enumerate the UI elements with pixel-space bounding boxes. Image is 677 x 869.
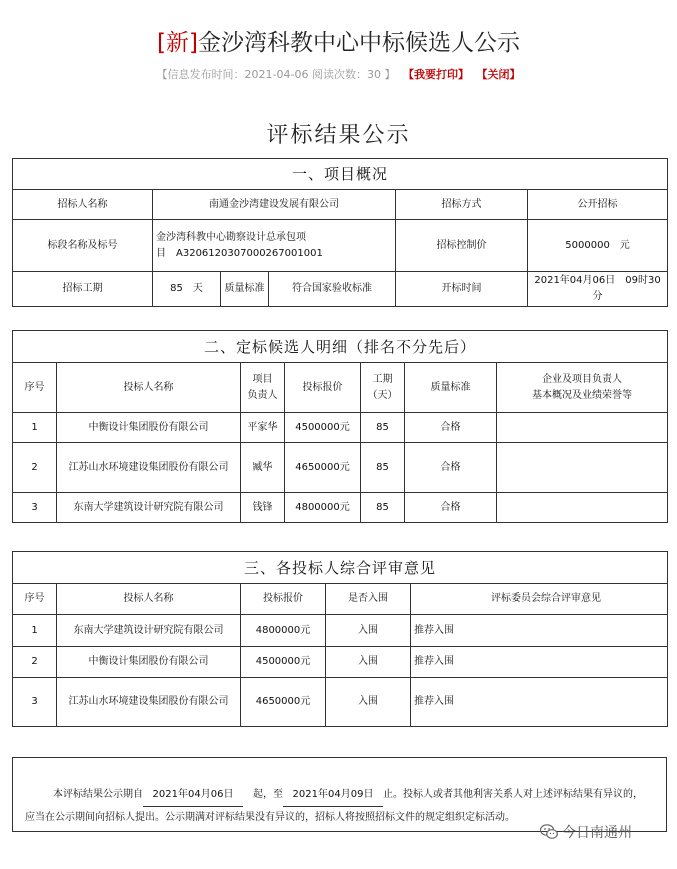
col-manager-l1: 项目 [252, 373, 273, 385]
table-row [13, 413, 668, 443]
notice-start-date: 2021年04月06日 [143, 784, 243, 807]
row-profile [497, 413, 668, 443]
review-opinions-table [12, 551, 668, 727]
row-quality: 合格 [405, 413, 497, 443]
section-name-value [153, 220, 396, 272]
row-no: 1 [13, 615, 57, 647]
col-price: 投标报价 [241, 584, 326, 615]
publicity-notice [12, 757, 667, 832]
col-profile-l2: 基本概况及业绩荣誉等 [532, 389, 632, 401]
row-manager: 钱锋 [241, 493, 285, 523]
quality-label: 质量标准 [221, 272, 269, 307]
col-quality: 质量标准 [405, 363, 497, 413]
wechat-icon [540, 824, 558, 840]
row-bidder: 中衡设计集团股份有限公司 [57, 413, 241, 443]
notice-line1 [25, 784, 660, 807]
candidates-table [12, 330, 668, 523]
row-shortlisted: 入围 [326, 678, 411, 727]
watermark-text: 今日南通州 [562, 825, 632, 841]
headline-text: 金沙湾科教中心中标候选人公示 [197, 30, 520, 56]
col-opinion: 评标委员会综合评审意见 [411, 584, 668, 615]
row-no: 3 [13, 678, 57, 727]
row-price: 4800000元 [285, 493, 361, 523]
table-row [13, 647, 668, 678]
col-profile [497, 363, 668, 413]
notice-part1: 本评标结果公示期自 [53, 789, 143, 800]
section1-title: 一、项目概况 [13, 159, 668, 190]
col-bidder: 投标人名称 [57, 584, 241, 615]
method-label: 招标方式 [396, 190, 528, 220]
tenderer-label: 招标人名称 [13, 190, 153, 220]
page-headline [0, 24, 677, 57]
row-price: 4800000元 [241, 615, 326, 647]
col-bidder: 投标人名称 [57, 363, 241, 413]
row-price: 4500000元 [241, 647, 326, 678]
table-row [13, 493, 668, 523]
row-price: 4500000元 [285, 413, 361, 443]
row-bidder: 中衡设计集团股份有限公司 [57, 647, 241, 678]
row-price: 4650000元 [285, 443, 361, 493]
notice-end-date: 2021年04月09日 [283, 784, 383, 807]
row-no: 2 [13, 443, 57, 493]
table-row [13, 443, 668, 493]
row-no: 1 [13, 413, 57, 443]
section2-title: 二、定标候选人明细（排名不分先后） [13, 331, 668, 363]
publish-meta [0, 66, 677, 82]
section3-title: 三、各投标人综合评审意见 [13, 552, 668, 584]
notice-line2: 应当在公示期间向招标人提出。公示期满对评标结果没有异议的，招标人将按照招标文件的规定组织定标活动。 [25, 812, 515, 823]
row-no: 2 [13, 647, 57, 678]
col-period [361, 363, 405, 413]
publish-info: 【信息发布时间：2021-04-06 阅读次数：30 】 [156, 68, 396, 81]
notice-part2: 起，至 [253, 789, 283, 800]
row-price: 4650000元 [241, 678, 326, 727]
row-profile [497, 443, 668, 493]
control-price-value: 5000000 元 [528, 220, 668, 272]
quality-value: 符合国家验收标准 [269, 272, 396, 307]
col-manager-l2: 负责人 [247, 389, 278, 401]
open-time-value: 2021年04月06日 09时30分 [528, 272, 668, 307]
control-price-label: 招标控制价 [396, 220, 528, 272]
col-profile-l1: 企业及项目负责人 [542, 373, 622, 385]
col-no: 序号 [13, 363, 57, 413]
row-period: 85 [361, 493, 405, 523]
row-profile [497, 493, 668, 523]
section-name-label: 标段名称及标号 [13, 220, 153, 272]
row-no: 3 [13, 493, 57, 523]
row-bidder: 东南大学建筑设计研究院有限公司 [57, 493, 241, 523]
open-time-label: 开标时间 [396, 272, 528, 307]
col-price: 投标报价 [285, 363, 361, 413]
document-title: 评标结果公示 [266, 123, 411, 148]
row-shortlisted: 入围 [326, 647, 411, 678]
section-name-line1: 金沙湾科教中心勘察设计总承包项 [156, 231, 306, 243]
row-period: 85 [361, 413, 405, 443]
table-row [13, 678, 668, 727]
row-opinion: 推荐入围 [411, 678, 668, 727]
method-value: 公开招标 [528, 190, 668, 220]
row-manager: 臧华 [241, 443, 285, 493]
col-no: 序号 [13, 584, 57, 615]
table-row [13, 615, 668, 647]
row-bidder: 江苏山水环境建设集团股份有限公司 [57, 443, 241, 493]
close-button[interactable]: 【关闭】 [476, 68, 521, 81]
col-period-l1: 工期 [372, 373, 393, 385]
period-value: 85 天 [153, 272, 221, 307]
wechat-watermark [540, 822, 632, 842]
row-opinion: 推荐入围 [411, 615, 668, 647]
notice-part3: 止。投标人或者其他利害关系人对上述评标结果有异议的， [383, 789, 643, 800]
row-quality: 合格 [405, 443, 497, 493]
project-overview-table [12, 158, 668, 307]
row-shortlisted: 入围 [326, 615, 411, 647]
row-bidder: 东南大学建筑设计研究院有限公司 [57, 615, 241, 647]
row-bidder: 江苏山水环境建设集团股份有限公司 [57, 678, 241, 727]
new-tag: [新] [157, 30, 198, 56]
row-manager: 平家华 [241, 413, 285, 443]
col-shortlisted: 是否入围 [326, 584, 411, 615]
section-name-line2: 目 A3206120307000267001001 [156, 247, 323, 259]
period-label: 招标工期 [13, 272, 153, 307]
print-button[interactable]: 【我要打印】 [402, 68, 469, 81]
row-period: 85 [361, 443, 405, 493]
row-quality: 合格 [405, 493, 497, 523]
row-opinion: 推荐入围 [411, 647, 668, 678]
col-manager [241, 363, 285, 413]
col-period-l2: （天） [367, 389, 398, 401]
tenderer-value: 南通金沙湾建设发展有限公司 [153, 190, 396, 220]
